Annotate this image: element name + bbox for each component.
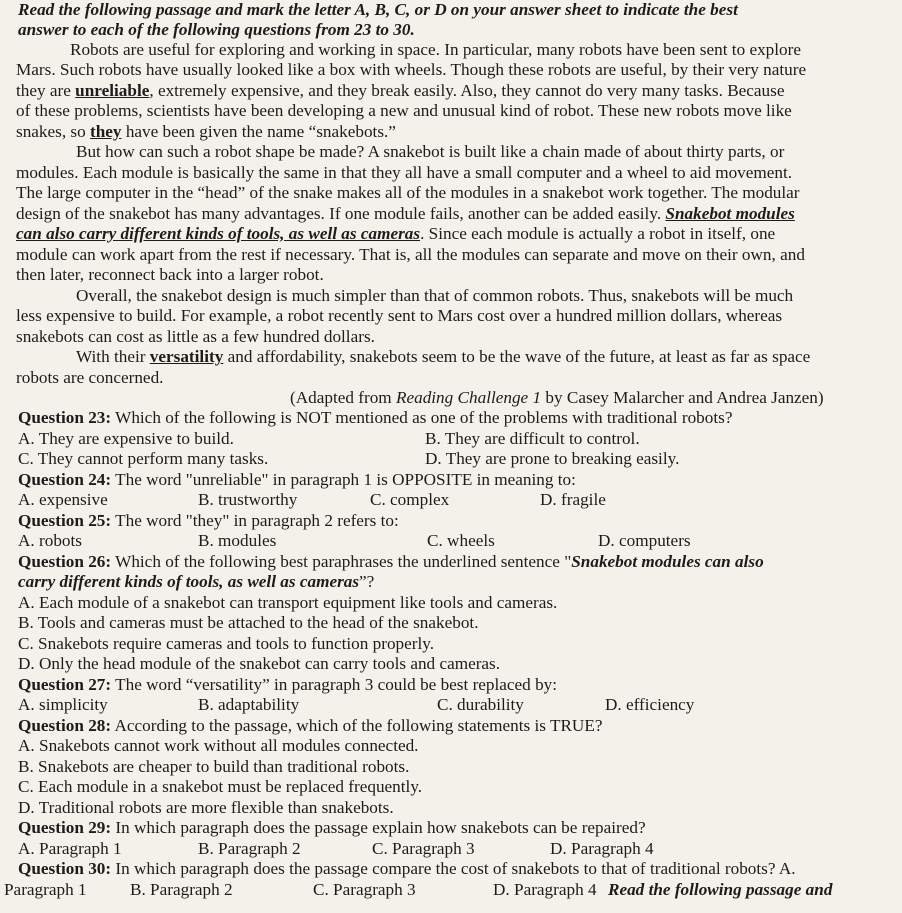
q25-option-a[interactable]: A. robots xyxy=(18,531,82,550)
q25-option-d[interactable]: D. computers xyxy=(598,531,691,550)
passage-p2-line-3: The large computer in the “head” of the snake makes all of the modules in a snakebot work together. The modular xyxy=(16,183,800,202)
word-versatility: versatility xyxy=(149,347,224,366)
passage-p1-line-3: they are unreliable, extremely expensive, and they break easily. Also, they cannot do very many tasks. Because xyxy=(16,81,785,100)
passage-p2-line-5: can also carry different kinds of tools, as well as cameras. Since each module is actually a robot in itself, one xyxy=(16,224,776,243)
q25-option-c[interactable]: C. wheels xyxy=(427,531,495,550)
question-26-continued: carry different kinds of tools, as well as cameras”? xyxy=(18,572,375,591)
question-29: Question 29: In which paragraph does the passage explain how snakebots can be repaired? xyxy=(18,818,646,837)
q29-option-b[interactable]: B. Paragraph 2 xyxy=(198,839,301,858)
q26-option-c[interactable]: C. Snakebots require cameras and tools to function properly. xyxy=(18,634,435,653)
passage-p4-line-2: robots are concerned. xyxy=(16,368,164,387)
q29-option-a[interactable]: A. Paragraph 1 xyxy=(18,839,122,858)
q27-option-c[interactable]: C. durability xyxy=(437,695,524,714)
question-24: Question 24: The word "unreliable" in paragraph 1 is OPPOSITE in meaning to: xyxy=(18,470,576,489)
q28-option-d[interactable]: D. Traditional robots are more flexible than snakebots. xyxy=(18,798,394,817)
passage-p1-line-4: of these problems, scientists have been developing a new and unusual kind of robot. These new robots move like xyxy=(16,101,792,120)
question-26: Question 26: Which of the following best paraphrases the underlined sentence "Snakebot modules can also xyxy=(18,552,764,571)
q24-option-a[interactable]: A. expensive xyxy=(18,490,108,509)
instruction-line-2: answer to each of the following questions from 23 to 30. xyxy=(18,20,415,39)
passage-p3-line-3: snakebots can cost as little as a few hundred dollars. xyxy=(16,327,375,346)
passage-p3-line-1: Overall, the snakebot design is much simpler than that of common robots. Thus, snakebots will be much xyxy=(76,286,794,305)
passage-p4-line-1: With their versatility and affordability, snakebots seem to be the wave of the future, at least as far as space xyxy=(76,347,811,366)
q27-option-b[interactable]: B. adaptability xyxy=(198,695,300,714)
q28-option-b[interactable]: B. Snakebots are cheaper to build than traditional robots. xyxy=(18,757,410,776)
question-25: Question 25: The word "they" in paragraph 2 refers to: xyxy=(18,511,399,530)
q24-option-b[interactable]: B. trustworthy xyxy=(198,490,298,509)
q27-option-d[interactable]: D. efficiency xyxy=(605,695,695,714)
q26-option-b[interactable]: B. Tools and cameras must be attached to the head of the snakebot. xyxy=(18,613,479,632)
question-30: Question 30: In which paragraph does the passage compare the cost of snakebots to that of traditional robots? A. xyxy=(18,859,796,878)
passage-p2-line-7: then later, reconnect back into a larger robot. xyxy=(16,265,324,284)
passage-p3-line-2: less expensive to build. For example, a robot recently sent to Mars cost over a hundred million dollars, whereas xyxy=(16,306,783,325)
q24-option-c[interactable]: C. complex xyxy=(370,490,450,509)
q28-option-c[interactable]: C. Each module in a snakebot must be replaced frequently. xyxy=(18,777,423,796)
next-passage-instruction: Read the following passage and xyxy=(608,880,833,899)
passage-p1-line-2: Mars. Such robots have usually looked like a box with wheels. Though these robots are useful, by their very nature xyxy=(16,60,807,79)
question-27: Question 27: The word “versatility” in paragraph 3 could be best replaced by: xyxy=(18,675,558,694)
passage-p2-line-1: But how can such a robot shape be made? A snakebot is built like a chain made of about thirty parts, or xyxy=(76,142,785,161)
q26-option-d[interactable]: D. Only the head module of the snakebot can carry tools and cameras. xyxy=(18,654,501,673)
underlined-sentence-start: Snakebot modules xyxy=(665,204,795,223)
q23-option-c[interactable]: C. They cannot perform many tasks. xyxy=(18,449,269,468)
question-23: Question 23: Which of the following is NOT mentioned as one of the problems with traditional robots? xyxy=(18,408,733,427)
q27-option-a[interactable]: A. simplicity xyxy=(18,695,108,714)
passage-source: (Adapted from Reading Challenge 1 by Casey Malarcher and Andrea Janzen) xyxy=(290,388,824,407)
q23-option-a[interactable]: A. They are expensive to build. xyxy=(18,429,234,448)
q23-option-b[interactable]: B. They are difficult to control. xyxy=(425,429,640,448)
q30-option-c[interactable]: C. Paragraph 3 xyxy=(313,880,416,899)
question-28: Question 28: According to the passage, which of the following statements is TRUE? xyxy=(18,716,603,735)
underlined-sentence-end: can also carry different kinds of tools, as well as cameras xyxy=(16,224,421,243)
q28-option-a[interactable]: A. Snakebots cannot work without all modules connected. xyxy=(18,736,419,755)
passage-p2-line-4: design of the snakebot has many advantages. If one module fails, another can be added easily. Snakebot modules xyxy=(16,204,795,223)
word-unreliable: unreliable xyxy=(75,81,150,100)
word-they: they xyxy=(90,122,122,141)
passage-p1-line-5: snakes, so they have been given the name “snakebots.” xyxy=(16,122,396,141)
q30-option-b[interactable]: B. Paragraph 2 xyxy=(130,880,233,899)
q26-option-a[interactable]: A. Each module of a snakebot can transport equipment like tools and cameras. xyxy=(18,593,558,612)
q23-option-d[interactable]: D. They are prone to breaking easily. xyxy=(425,449,680,468)
q30-option-d[interactable]: D. Paragraph 4 xyxy=(493,880,597,899)
q30-option-a[interactable]: Paragraph 1 xyxy=(4,880,87,899)
passage-p1-line-1: Robots are useful for exploring and working in space. In particular, many robots have been sent to explore xyxy=(70,40,801,59)
instruction-line-1: Read the following passage and mark the letter A, B, C, or D on your answer sheet to indicate the best xyxy=(18,0,738,19)
q29-option-d[interactable]: D. Paragraph 4 xyxy=(550,839,654,858)
q29-option-c[interactable]: C. Paragraph 3 xyxy=(372,839,475,858)
q25-option-b[interactable]: B. modules xyxy=(198,531,277,550)
q24-option-d[interactable]: D. fragile xyxy=(540,490,606,509)
passage-p2-line-2: modules. Each module is basically the same in that they all have a small computer and a wheel to aid movement. xyxy=(16,163,793,182)
passage-p2-line-6: module can work apart from the rest if necessary. That is, all the modules can separate and move on their own, and xyxy=(16,245,805,264)
